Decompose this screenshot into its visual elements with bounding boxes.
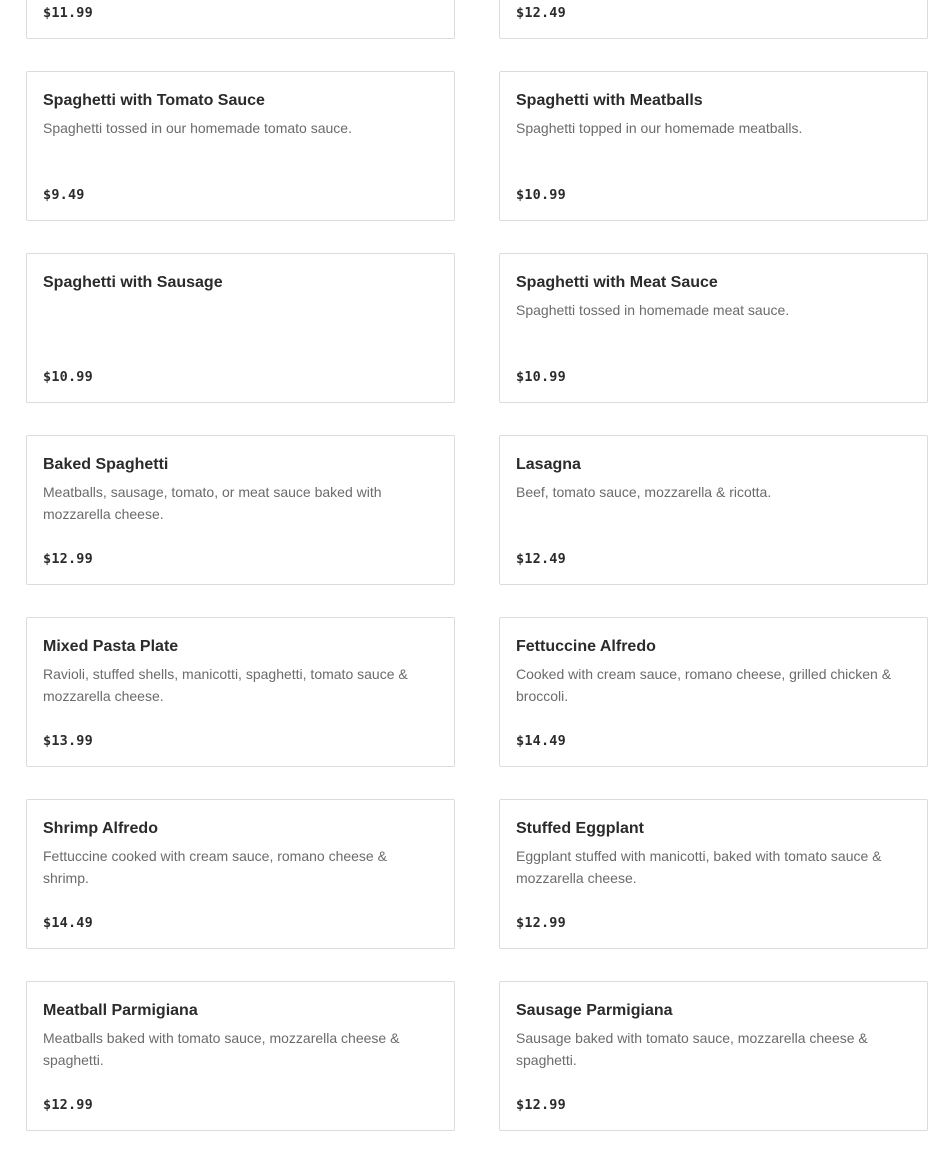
- menu-item-description: Meatballs, sausage, tomato, or meat sauce baked with mozzarella cheese.: [43, 484, 382, 522]
- menu-item-price: $13.99: [43, 733, 93, 749]
- menu-item-price: $12.49: [516, 5, 566, 21]
- menu-item-card[interactable]: [26, 799, 455, 949]
- menu-item-name: Fettuccine Alfredo: [516, 638, 656, 655]
- menu-item-name: Spaghetti with Sausage: [43, 274, 223, 291]
- menu-item-card[interactable]: [499, 71, 928, 221]
- menu-item-card[interactable]: [26, 981, 455, 1131]
- menu-item-description: Meatballs baked with tomato sauce, mozzarella cheese & spaghetti.: [43, 1030, 400, 1068]
- menu-item-name: Spaghetti with Meatballs: [516, 92, 703, 109]
- menu-item-price: $10.99: [516, 187, 566, 203]
- menu-item-description: Spaghetti tossed in homemade meat sauce.: [516, 302, 790, 318]
- menu-item-description: Spaghetti topped in our homemade meatballs.: [516, 120, 803, 136]
- menu-item-description: Cooked with cream sauce, romano cheese, grilled chicken & broccoli.: [516, 666, 892, 704]
- menu-item-price: $12.49: [516, 551, 566, 567]
- menu-item-name: Mixed Pasta Plate: [43, 638, 179, 655]
- menu-item-description: Spaghetti tossed in our homemade tomato sauce.: [43, 120, 352, 136]
- menu-item-card[interactable]: [26, 435, 455, 585]
- menu-item-name: Baked Spaghetti: [43, 456, 169, 473]
- menu-item-card[interactable]: [26, 0, 455, 39]
- menu-item-price: $9.49: [43, 187, 85, 203]
- menu-item-name: Spaghetti with Meat Sauce: [516, 274, 718, 291]
- menu-item-card[interactable]: [26, 617, 455, 767]
- menu-item-name: Shrimp Alfredo: [43, 820, 158, 837]
- menu-item-card[interactable]: [499, 799, 928, 949]
- menu-item-price: $12.99: [43, 1097, 93, 1113]
- menu-item-card[interactable]: [499, 253, 928, 403]
- menu-item-name: Meatball Parmigiana: [43, 1002, 198, 1019]
- menu-item-card[interactable]: [26, 253, 455, 403]
- menu-items-grid: [26, 0, 928, 1131]
- menu-item-price: $12.99: [516, 1097, 566, 1113]
- menu-item-price: $11.99: [43, 5, 93, 21]
- menu-item-price: $14.49: [516, 733, 566, 749]
- menu-item-description: Fettuccine cooked with cream sauce, romano cheese & shrimp.: [43, 848, 387, 886]
- menu-item-card[interactable]: [499, 435, 928, 585]
- menu-item-description: Eggplant stuffed with manicotti, baked with tomato sauce & mozzarella cheese.: [516, 848, 882, 886]
- menu-item-description: Beef, tomato sauce, mozzarella & ricotta.: [516, 484, 772, 500]
- menu-item-name: Lasagna: [516, 456, 581, 473]
- menu-item-description: Ravioli, stuffed shells, manicotti, spaghetti, tomato sauce & mozzarella cheese.: [43, 666, 408, 704]
- menu-item-name: Sausage Parmigiana: [516, 1002, 673, 1019]
- menu-item-price: $12.99: [43, 551, 93, 567]
- menu-item-price: $10.99: [516, 369, 566, 385]
- menu-item-price: $14.49: [43, 915, 93, 931]
- menu-item-price: $12.99: [516, 915, 566, 931]
- menu-item-card[interactable]: [499, 981, 928, 1131]
- menu-item-card[interactable]: [499, 0, 928, 39]
- menu-item-description: Sausage baked with tomato sauce, mozzarella cheese & spaghetti.: [516, 1030, 868, 1068]
- menu-item-card[interactable]: [26, 71, 455, 221]
- menu-item-name: Stuffed Eggplant: [516, 820, 644, 837]
- menu-item-description: [516, 0, 911, 1]
- menu-item-price: $10.99: [43, 369, 93, 385]
- menu-item-card[interactable]: [499, 617, 928, 767]
- menu-item-name: Spaghetti with Tomato Sauce: [43, 92, 265, 109]
